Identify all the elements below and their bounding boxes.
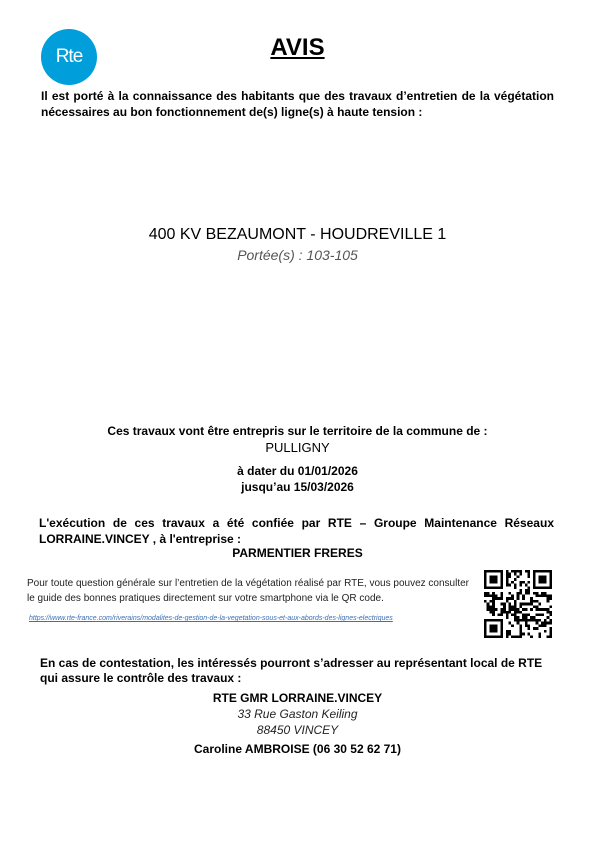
start-date: à dater du 01/01/2026 — [237, 464, 358, 478]
contestation-paragraph: En cas de contestation, les intéressés pourront s’adresser au représentant local de RTE qui assure le contrôle des travaux : — [40, 656, 543, 685]
commune-name: PULLIGNY — [265, 440, 330, 455]
portees: Portée(s) : 103-105 — [237, 247, 358, 263]
contact-street: 33 Rue Gaston Keiling — [237, 707, 358, 721]
execution-paragraph: L'exécution de ces travaux a été confiée par RTE – Groupe Maintenance Réseaux LORRAINE.VINCEY , à l'entreprise : — [39, 516, 554, 546]
company-name: PARMENTIER FRERES — [232, 546, 363, 560]
qr-guide-text: Pour toute question générale sur l’entretien de la végétation réalisé par RTE, vous pouvez consulter le guide des bonnes pratiques directement sur votre smartphone via le QR code. — [27, 578, 469, 604]
contact-organization: RTE GMR LORRAINE.VINCEY — [212, 691, 383, 705]
contact-city: 88450 VINCEY — [256, 723, 339, 737]
logo-text: Rte — [55, 46, 83, 67]
intro-paragraph: Il est porté à la connaissance des habitants que des travaux d’entretien de la végétation nécessaires au bon fonctionnement de(s) ligne(s) à haute tension : — [41, 89, 554, 119]
qr-code-icon[interactable] — [484, 570, 552, 638]
end-date: jusqu’au 15/03/2026 — [241, 480, 354, 494]
contact-person: Caroline AMBROISE (06 30 52 62 71) — [194, 742, 401, 756]
commune-intro: Ces travaux vont être entrepris sur le territoire de la commune de : — [107, 424, 488, 438]
guide-link[interactable]: https://www.rte-france.com/riverains/modalites-de-gestion-de-la-vegetation-sous-et-aux-abords-des-lignes-electriques — [29, 615, 393, 622]
page-title: AVIS — [270, 34, 325, 61]
power-line-name: 400 KV BEZAUMONT - HOUDREVILLE 1 — [148, 226, 447, 243]
